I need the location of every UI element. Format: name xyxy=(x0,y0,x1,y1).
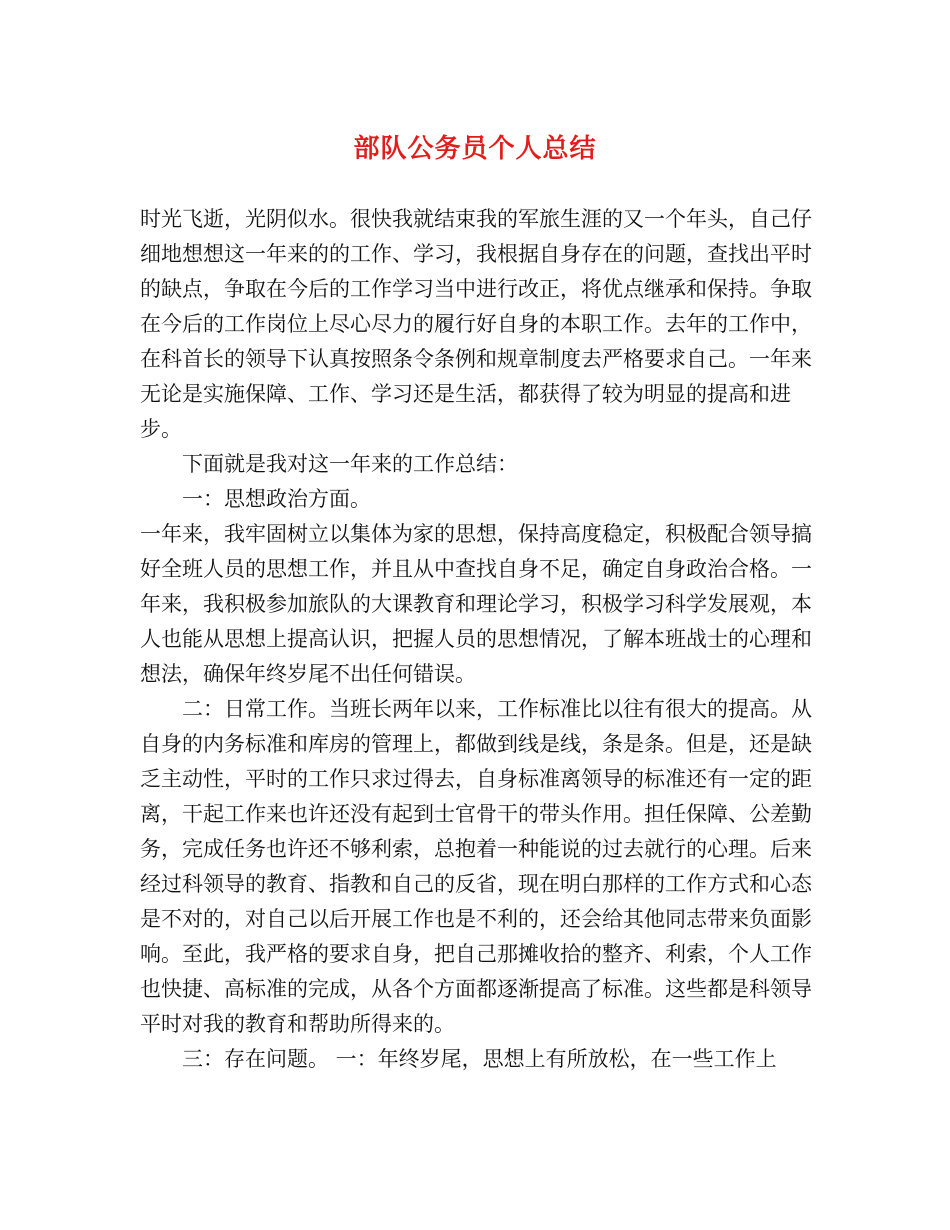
document-title: 部队公务员个人总结 xyxy=(353,134,597,164)
paragraph-political: 一年来，我牢固树立以集体为家的思想，保持高度稳定，积极配合领导搞好全班人员的思想工作，并且从中查找自身不足，确定自身政治合格。一年来，我积极参加旅队的大课教育和理论学习，积极学习科学发展观，本人也能从思想上提高认识，把握人员的思想情况，了解本班战士的心理和想法，确保年终岁尾不出任何错误。 xyxy=(140,522,812,686)
paragraph-daily-work: 二：日常工作。当班长两年以来，工作标准比以往有很大的提高。从自身的内务标准和库房的管理上，都做到线是线，条是条。但是，还是缺乏主动性，平时的工作只求过得去，自身标准离领导的标准还有一定的距离，干起工作来也许还没有起到士官骨干的带头作用。担任保障、公差勤务，完成任务也许还不够利索，总抱着一种能说的过去就行的心理。后来经过科领导的教育、指教和自己的反省，现在明白那样的工作方式和心态是不对的，对自己以后开展工作也是不利的，还会给其他同志带来负面影响。至此，我严格的要求自身，把自己那摊收拾的整齐、利索，个人工作也快捷、高标准的完成，从各个方面都逐渐提高了标准。这些都是科领导平时对我的教育和帮助所得来的。 xyxy=(140,697,812,1036)
paragraph-problems: 三：存在问题。 一：年终岁尾，思想上有所放松，在一些工作上 xyxy=(182,1047,777,1071)
paragraph-intro: 时光飞逝，光阴似水。很快我就结束我的军旅生涯的又一个年头，自己仔细地想想这一年来的的工作、学习，我根据自身存在的问题，查找出平时的缺点，争取在今后的工作学习当中进行改正，将优点继承和保持。争取在今后的工作岗位上尽心尽力的履行好自身的本职工作。去年的工作中，在科首长的领导下认真按照条令条例和规章制度去严格要求自己。一年来无论是实施保障、工作、学习还是生活，都获得了较为明显的提高和进步。 xyxy=(140,207,812,441)
section-heading-political: 一：思想政治方面。 xyxy=(182,487,371,511)
paragraph-summary-lead: 下面就是我对这一年来的工作总结： xyxy=(182,452,518,476)
document-body xyxy=(140,202,816,1077)
